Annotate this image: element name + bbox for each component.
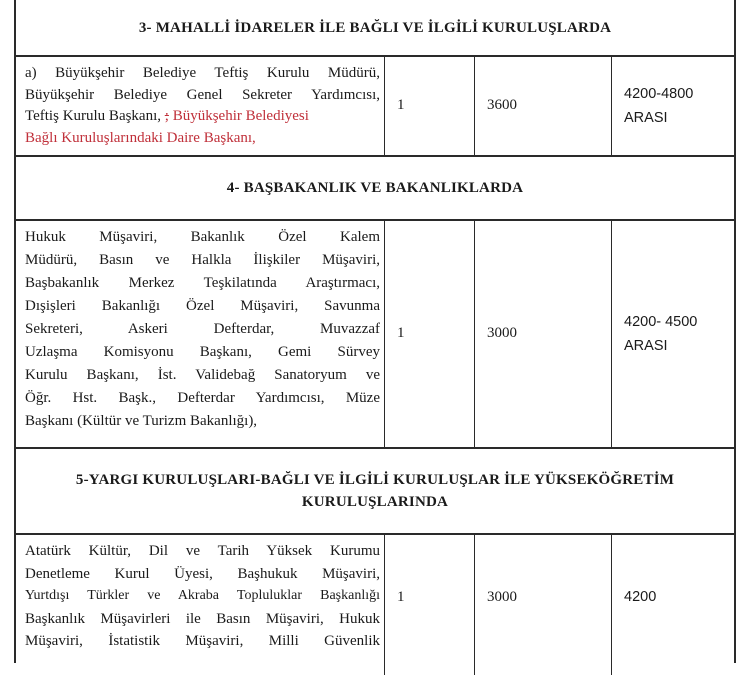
desc-line: a) Büyükşehir Belediye Teftiş Kurulu Müdürü,	[25, 65, 380, 81]
section-5-title-line2: KURULUŞLARINDA	[301, 494, 449, 510]
range-suffix: ARASI	[624, 338, 668, 354]
range-value: 4200- 4500	[624, 314, 698, 330]
table-row	[16, 221, 734, 449]
range-cell	[612, 221, 734, 447]
desc-line: Kurulu Başkanı, İst. Validebağ Sanatoryum ve	[25, 367, 380, 383]
desc-line: Öğr. Hst. Başk., Defterdar Yardımcısı, Müze	[25, 390, 380, 406]
desc-line: Hukuk Müşaviri, Bakanlık Özel Kalem	[25, 229, 380, 245]
range-cell	[612, 57, 734, 155]
count-value: 1	[397, 325, 405, 342]
points-cell	[475, 535, 612, 675]
section-3-title: 3- MAHALLİ İDARELER İLE BAĞLI VE İLGİLİ KURULUŞLARDA	[138, 19, 612, 36]
desc-line: Teftiş Kurulu Başkanı,	[25, 108, 165, 124]
salary-table	[14, 0, 736, 663]
desc-line: Büyükşehir Belediye Genel Sekreter Yardımcısı,	[25, 86, 380, 103]
points-value: 3000	[487, 589, 517, 605]
section-4-title: 4- BAŞBAKANLIK VE BAKANLIKLARDA	[226, 180, 524, 196]
count-cell	[385, 535, 475, 675]
added-text: Büyükşehir Belediyesi	[172, 108, 309, 124]
position-description	[16, 221, 385, 447]
count-value: 1	[397, 97, 405, 114]
points-value: 3600	[487, 97, 517, 114]
points-cell	[475, 221, 612, 447]
desc-line: Dışişleri Bakanlığı Özel Müşaviri, Savunma	[25, 298, 380, 314]
desc-line: Yurtdışı Türkler ve Akraba Topluluklar Başkanlığı	[25, 588, 380, 603]
table-row	[16, 535, 734, 675]
desc-line: Sekreteri, Askeri Defterdar, Muvazzaf	[25, 321, 380, 337]
position-description	[16, 535, 385, 675]
desc-line: Uzlaşma Komisyonu Başkanı, Gemi Sürvey	[25, 344, 380, 360]
points-cell	[475, 57, 612, 155]
range-value: 4200-4800	[624, 86, 694, 102]
desc-line-mixed	[25, 106, 380, 128]
desc-line: Atatürk Kültür, Dil ve Tarih Yüksek Kurumu	[25, 543, 380, 559]
desc-line: Müdürü, Basın ve Halkla İlişkiler Müşaviri,	[25, 252, 380, 268]
range-value: 4200	[624, 589, 657, 605]
section-5-title-line1: 5-YARGI KURULUŞLARI-BAĞLI VE İLGİLİ KURULUŞLAR İLE YÜKSEKÖĞRETİM	[75, 472, 675, 488]
count-cell	[385, 221, 475, 447]
range-suffix: ARASI	[624, 110, 668, 126]
section-4-heading	[16, 157, 734, 221]
strike-mark: ;	[164, 108, 169, 124]
desc-line: Başbakanlık Merkez Teşkilatında Araştırmacı,	[25, 275, 380, 291]
added-text-line: Bağlı Kuruluşlarındaki Daire Başkanı,	[25, 129, 256, 146]
table-row	[16, 57, 734, 157]
section-3-heading	[16, 0, 734, 57]
desc-line: Başkanlık Müşavirleri ile Basın Müşaviri, Hukuk	[25, 610, 380, 627]
points-value: 3000	[487, 325, 517, 342]
position-description	[16, 57, 385, 155]
count-cell	[385, 57, 475, 155]
desc-line: Başkanı (Kültür ve Turizm Bakanlığı),	[25, 413, 258, 429]
count-value: 1	[397, 589, 405, 605]
desc-line: Denetleme Kurul Üyesi, Başhukuk Müşaviri,	[25, 565, 380, 582]
range-cell	[612, 535, 734, 675]
desc-line: Müşaviri, İstatistik Müşaviri, Milli Güvenlik	[25, 633, 380, 649]
section-5-heading	[16, 449, 734, 535]
